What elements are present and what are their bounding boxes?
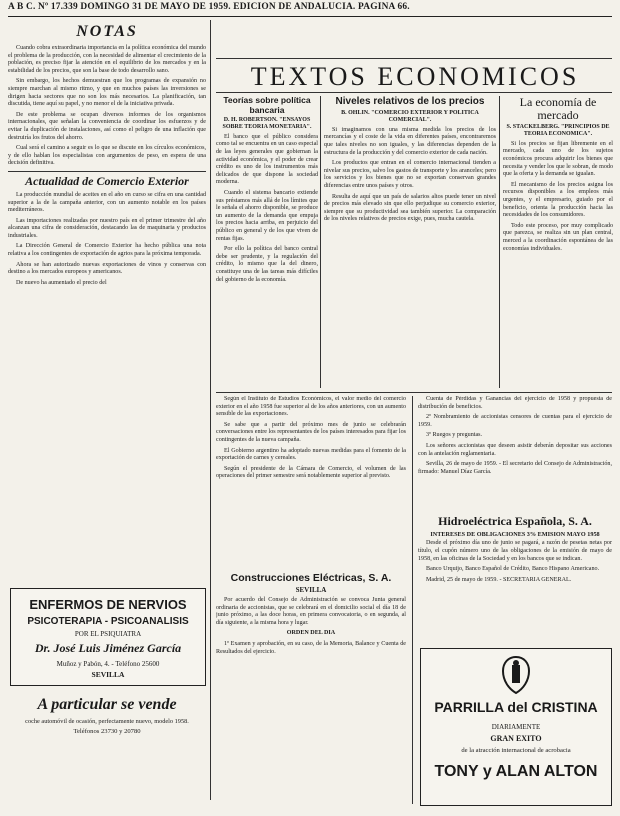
niveles-column [324,96,496,388]
economia-paragraph: Si los precios se fijan libremente en el mercado, cada uno de los sujetos económicos procura adquirir los bienes que necesita y vender los que le sobran, de modo que la oferta y la demanda se igualan. [503,140,613,178]
mid-left-paragraph: Se sabe que a partir del próximo mes de junio se celebrarán conversaciones entre los representantes de los países interesados para fijar los contingentes de la nueva campaña. [216,421,406,443]
comercio-paragraph: La Dirección General de Comercio Exterior ha hecho pública una nota relativa a los contingentes de exportación de agrios para la próxima temporada. [8,243,206,258]
column-rule [320,96,321,388]
construcciones-city: SEVILLA [295,586,327,594]
comercio-title: Actualidad de Comercio Exterior [25,173,189,188]
masthead: A B C. Nº 17.339 DOMINGO 31 DE MAYO DE 1959. EDICION DE ANDALUCIA. PAGINA 66. [8,2,612,17]
comercio-paragraph: De nuevo ha aumentado el precio del [16,279,107,286]
textos-section-end-rule [216,392,612,393]
ad-parrilla-attraction: de la atracción internacional de acrobacia [461,747,571,754]
economia-title: La economía de mercado [519,96,597,122]
economia-paragraph: Todo este proceso, por muy complicado que parezca, se realiza sin un plan central, merced a la coordinación espontánea de las economías individuales. [503,222,613,252]
notas-paragraph: Cuando cobra extraordinaria importancia en la política económica del mundo el problema de la producción, con la necesidad de alimentar el crecimiento de la población, es preciso fijar la atención en el equilibrio de los mercados y en la estabilidad de los precios, que son la base de todo desarrollo sano. [8,45,206,74]
hidro-paragraph: Desde el próximo día uno de junio se pagará, a razón de pesetas netas por título, el cupón número uno de las obligaciones de la emisión de mayo de 1958, en las oficinas de la Sociedad y en los bancos que se indican. [418,540,612,562]
ad-particular-heading: A particular se vende [37,696,177,713]
crest-icon [499,655,533,695]
mid-left-column [216,396,406,566]
ad-parrilla-exito: GRAN EXITO [490,734,542,743]
mid-right-paragraph: 2º Nombramiento de accionistas censores de cuentas para el ejercicio de 1959. [418,414,612,428]
ad-particular-body: coche automóvil de ocasión, perfectamente nuevo, modelo 1958. [25,718,189,725]
mid-right-paragraph: Cuenta de Pérdidas y Ganancias del ejercicio de 1958 y propuesta de distribución de beneficios. [418,396,612,410]
ad-parrilla-artists: TONY y ALAN ALTON [434,763,598,780]
notas-paragraph: Cual será el camino a seguir es lo que se discute en los círculos económicos, y de ello hablan los especialistas con argumentos de peso, en espera de una decisión definitiva. [8,145,206,167]
ad-particular-phone: Teléfonos 23730 y 20780 [73,727,141,735]
construcciones-paragraph: 1º Examen y aprobación, en su caso, de la Memoria, Balance y Cuenta de Resultados del ejercicio. [216,640,406,655]
ad-enfermos-doctor: Dr. José Luis Jiménez García [34,641,182,655]
column-rule [412,396,413,804]
niveles-title: Niveles relativos de los precios [335,96,485,107]
comercio-paragraph: La producción mundial de aceites en el año en curso se cifra en una cantidad superior a la de la campaña anterior, con un aumento notable en los países mediterráneos. [8,191,206,214]
ad-parrilla-daily: DIARIAMENTE [491,723,541,731]
comercio-paragraph: Ahora se han autorizado nuevas exportaciones de vinos y conservas con destino a los mercados europeos y americanos. [8,261,206,276]
niveles-byline: B. OHLIN. "COMERCIO EXTERIOR Y POLITICA COMERCIAL". [341,110,479,124]
niveles-paragraph: Si imaginamos con una misma medida los precios de los mercancías y el coste de la vida en diferentes países, encontraremos que tales niveles no son iguales, y las diferencias dependen de la estructura de la producción y del comercio exterior de cada nación. [324,126,496,156]
divider [8,171,206,172]
ad-particular [10,690,204,770]
notas-paragraph: De este problema se ocupan diversos informes de los organismos internacionales, que señalan la conveniencia de coordinar los esfuerzos y de evitar la duplicación de instalaciones, así como el peligro de una inflación que destruiría los frutos del ahorro. [8,111,206,141]
ad-parrilla-heading: PARRILLA del CRISTINA [434,699,598,715]
economia-column [503,96,613,388]
hidro-paragraph: Banco Urquijo, Banco Español de Crédito, Banco Hispano Americano. [426,566,600,573]
construcciones-notice [216,568,406,808]
teorias-paragraph: El banco que el público considera como tal se encuentra en un caso especial de las leyes generales que gobiernan la actividad económica, y el poder de crear crédito es uno de los instrumentos más delicados de que dispone la sociedad moderna. [216,133,318,186]
column-rule [499,96,500,388]
ad-enfermos-city: SEVILLA [91,670,125,679]
ad-parrilla-cristina [420,648,612,806]
mid-left-paragraph: Según el presidente de la Cámara de Comercio, el volumen de las operaciones del primer semestre será notablemente superior al previsto. [216,465,406,480]
teorias-byline: D. H. ROBERTSON. "ENSAYOS SOBRE TEORIA MONETARIA". [222,117,312,131]
economia-paragraph: El mecanismo de los precios asigna los recursos disponibles a los empleos más urgentes, y el empresario, guiado por el beneficio, orienta la producción hacia las necesidades de los consumidores. [503,181,613,219]
mid-right-column [418,396,612,514]
teorias-column [216,96,318,388]
economia-byline: S. STACKELBERG. "PRINCIPIOS DE TEORIA ECONOMICA". [506,124,610,138]
mid-right-paragraph: 3º Ruegos y preguntas. [426,432,483,439]
ad-enfermos-subtitle: POR EL PSIQUIATRA [74,630,142,638]
teorias-title: Teorías sobre política bancaria [223,96,311,115]
comercio-paragraph: Las importaciones realizadas por nuestro país en el primer trimestre del año alcanzan una cifra de consideración, destacando las de maquinaria y productos industriales. [8,217,206,239]
niveles-paragraph: Los productos que entran en el comercio internacional tienden a nivelar sus precios, salvo los gastos de transporte y los aranceles; pero los servicios y los bienes que no se exportan conservan grandes diferencias entre unos países y otros. [324,160,496,189]
mid-left-paragraph: Según el Instituto de Estudios Económicos, el valor medio del comercio exterior en el año 1958 fue superior al de los años anteriores, con un aumento sensible de las exportaciones. [216,396,406,418]
hidro-title: Hidroeléctrica Española, S. A. [438,514,592,528]
textos-economicos-title: TEXTOS ECONOMICOS [250,62,580,91]
notas-paragraph: Sin embargo, los hechos demuestran que los programas de expansión no siempre marchan al mismo ritmo, y que en muchos países las inversiones se dirigen hacia sectores que no son los más necesarios. La planificación, tan discutida, tiene aquí su papel, y no menor el de la iniciativa privada. [8,78,206,108]
hidro-subtitle: INTERESES DE OBLIGACIONES 3% EMISION MAYO 1958 [430,531,600,538]
construcciones-paragraph: Por acuerdo del Consejo de Administración se convoca Junta general ordinaria de accionistas, que se celebrará en el domicilio social el día 18 de junio próximo, a las doce horas, en primera convocatoria, o en segunda, al día siguiente, a la misma hora y lugar. [216,597,406,626]
mid-left-paragraph: El Gobierno argentino ha adoptado nuevas medidas para el fomento de la exportación de carnes y cereales. [216,447,406,462]
mid-right-paragraph: Los señores accionistas que deseen asistir deberán depositar sus acciones con la antelación reglamentaria. [418,442,612,457]
textos-bottom-rule [216,92,612,93]
ad-enfermos-heading: ENFERMOS DE NERVIOS [29,597,187,612]
construcciones-title: Construcciones Eléctricas, S. A. [230,572,392,584]
hidro-paragraph: Madrid, 25 de mayo de 1959. - SECRETARIA GENERAL. [426,576,572,583]
hidroelectrica-notice [418,514,612,642]
teorias-paragraph: Por ello la política del banco central debe ser prudente, y la regulación del crédito, lo mismo que la del dinero, constituye una de las tareas más difíciles del gobierno de la economía. [216,246,318,283]
ad-enfermos-nervios [10,588,206,686]
ad-enfermos-address: Muñoz y Pabón, 4. - Teléfono 25600 [56,660,160,668]
left-column [8,20,206,585]
textos-top-rule [216,58,612,59]
teorias-paragraph: Cuando el sistema bancario extiende sus préstamos más allá de los límites que le señala el ahorro disponible, se produce un aumento de la demanda que empuja los precios hacia arriba, en perjuicio del público en general y de los que viven de rentas fijas. [216,189,318,242]
mid-right-paragraph: Sevilla, 26 de mayo de 1959. - El secretario del Consejo de Administración, firmado: Manuel Díaz García. [418,461,612,475]
column-rule [210,20,211,800]
ad-enfermos-specialty: PSICOTERAPIA - PSICOANALISIS [27,616,189,627]
construcciones-orden: ORDEN DEL DIA [286,630,336,637]
niveles-paragraph: Resulta de aquí que un país de salarios altos puede tener un nivel de precios más elevado sin que ello perjudique su comercio exterior, siempre que su productividad sea también superior. La comparación de los niveles relativos de precios exige, pues, mucha cautela. [324,193,496,223]
notas-title: NOTAS [76,23,138,40]
